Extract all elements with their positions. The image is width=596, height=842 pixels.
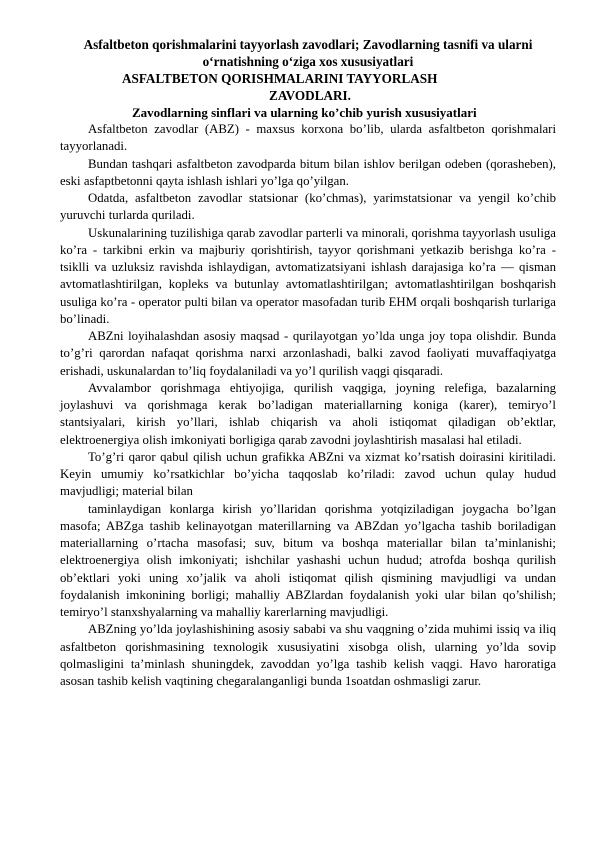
- main-title-line-1: ASFALTBETON QORISHMALARINI TAYYORLASH: [122, 71, 438, 86]
- paragraph-9: ABZning yo’lda joylashishining asosiy sababi va shu vaqgning o’zida muhimi issiq va iliq asfaltbeton qorishmasining texnologik xususiyatini xisobga olish, ularning yo’lda sovip qolmasligini ta’minlash shuningdek, zavoddan yo’lga tashib kelish vaqgi. Havo haroratiga asosan tashib kelish vaqtining chegaralanganligi bunda 1soatdan oshmasligi zarur.: [60, 622, 556, 688]
- paragraph-1: Asfaltbeton zavodlar (ABZ) - maxsus korxona bo’lib, ularda asfaltbeton qorishmalari tayyorlanadi.: [60, 122, 556, 154]
- paragraph-4: Uskunalarining tuzilishiga qarab zavodlar parterli va minorali, qorishma tayyorlash usuliga ko’ra - tarkibni erkin va majburiy qorishtirish, tayyor qorishmani yetkazib berishga ko’ra - tsiklli va uzluksiz ravishda ishlaydigan, avtomatizatsiyani ishlash darajasiga ko’ra — qisman avtomatlashtirilgan, kopleks va butunlay avtomatlashtirilgan; avtomatlashtirilgan boshqarish usuliga ko’ra - operator pulti bilan va operator masofadan turib EHM orqali boshqarish turlariga bo’linadi.: [60, 225, 556, 326]
- paragraph-6: Avvalambor qorishmaga ehtiyojiga, qurilish vaqgiga, joyning relefiga, bazalarning joylashuvi va qorishmaga kerak bo’ladigan materiallarning koniga (karer), temiryo’l stantsiyalari, kirish yo’llari, ishlab chiqarish va aholi istiqomat qiladigan ob’ektlar, elektroenergiya olish imkoniyati borligiga qarab zavodni joylashtirish masalasi hal etiladi.: [60, 380, 556, 447]
- paragraph-7: To’g’ri qaror qabul qilish uchun grafikka ABZni va xizmat ko’rsatish doirasini kiritiladi. Keyin umumiy ko’rsatkichlar bo’yicha taqqoslab ko’riladi: zavod uchun qulay hudud mavjudligi; material bilan: [60, 449, 556, 499]
- main-title-line-2: ZAVODLARI.: [269, 88, 351, 103]
- paragraph-5: ABZni loyihalashdan asosiy maqsad - qurilayotgan yo’lda unga joy topa olishdir. Bunda to’g’ri qarordan nafaqat qorishma narxi arzonlashadi, balki zavod faoliyati muvaffaqiyatga erishadi, uskunalardan to’liq foydalaniladi va yo’l qurilish vaqgi qisqaradi.: [60, 329, 556, 378]
- document-heading-line-1: Asfaltbeton qorishmalarini tayyorlash zavodlari; Zavodlarning tasnifi va ularni: [83, 37, 533, 52]
- paragraph-8: taminlaydigan konlarga kirish yo’llaridan qorishma yotqiziladigan joygacha bo’lgan masofa; ABZga tashib kelinayotgan materillarning va ABZdan yo’lgacha tashib boriladigan materiallarning o’rtacha masofasi; suv, bitum va boshqa materiallar bilan ta’minlanishi; elektroenergiya olish imkoniyati; ishchilar yashashi uchun hudud; atrofda boshqa qurilish ob’ektlari yoki uning xo’jalik va aholi istiqomat qilish qismining mavjudligi va undan foydalanish imkonining borligi; mahalliy ABZlardan foydalanish yoki ular bilan qo’shilish; temiryo’l stanxshyalarning va mahalliy karerlarning mavjudligi.: [60, 501, 556, 619]
- section-subtitle: Zavodlarning sinflari va ularning ko’chib yurish xususiyatlari: [132, 105, 477, 120]
- document-page: [60, 36, 556, 690]
- document-heading-line-2: o‘rnatishning o‘ziga xos xususiyatlari: [202, 54, 414, 69]
- paragraph-3: Odatda, asfaltbeton zavodlar statsionar (ko’chmas), yarimstatsionar va yengil ko’chib yuruvchi turlarda quriladi.: [60, 191, 556, 223]
- paragraph-2: Bundan tashqari asfaltbeton zavodparda bitum bilan ishlov berilgan odeben (qorasheben), eski asfaptbetonni qayta ishlash ishlari yo’lga qo’yilgan.: [60, 156, 556, 188]
